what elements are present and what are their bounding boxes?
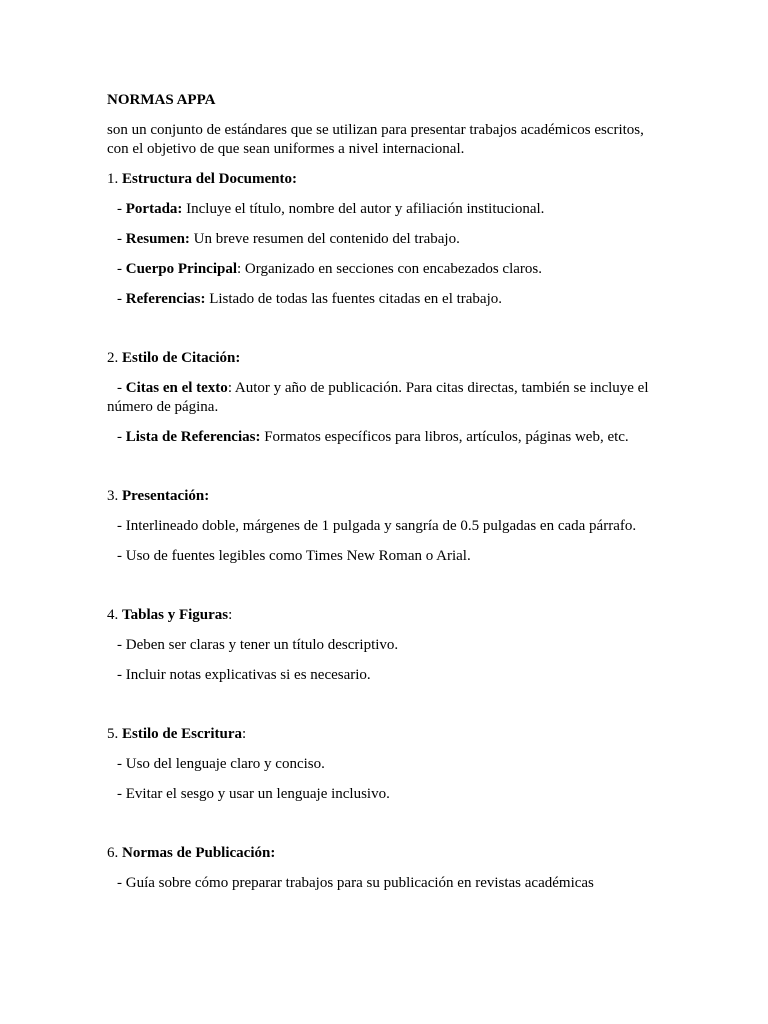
section-title: Tablas y Figuras (122, 607, 229, 623)
section-heading (107, 170, 668, 189)
section-number: 1. (107, 171, 119, 187)
section-heading: 4. Tablas y Figuras: (107, 607, 233, 623)
section-number: 6. (107, 845, 119, 861)
section-title: Normas de Publicación: (122, 845, 276, 861)
list-item: - Deben ser claras y tener un título descriptivo. (117, 637, 399, 653)
list-item: - Uso de fuentes legibles como Times New Roman o Arial. (117, 548, 471, 564)
list-item: - Evitar el sesgo y usar un lenguaje inclusivo. (117, 786, 390, 802)
section-heading (107, 844, 668, 863)
list-item: - Incluir notas explicativas si es necesario. (117, 667, 371, 683)
section-title: Estilo de Escritura (122, 726, 242, 742)
list-item: - Portada: Incluye el título, nombre del autor y afiliación institucional. (117, 201, 545, 217)
list-item: - Referencias: Listado de todas las fuentes citadas en el trabajo. (117, 291, 503, 307)
section-heading (107, 487, 668, 506)
list-item: - Interlineado doble, márgenes de 1 pulgada y sangría de 0.5 pulgadas en cada párrafo. (117, 518, 637, 534)
list-item: - Guía sobre cómo preparar trabajos para su publicación en revistas académicas (117, 875, 594, 891)
intro-paragraph: son un conjunto de estándares que se utilizan para presentar trabajos académicos escritos, con el objetivo de que sean uniformes a nivel internacional. (107, 122, 644, 157)
list-item: - Resumen: Un breve resumen del contenido del trabajo. (117, 231, 460, 247)
section-title: Presentación: (122, 488, 210, 504)
section-number: 3. (107, 488, 119, 504)
list-item: - Citas en el texto: Autor y año de publicación. Para citas directas, también se incluye el número de página. (107, 380, 649, 415)
document-title: NORMAS APPA (107, 92, 216, 108)
list-item: - Lista de Referencias: Formatos específicos para libros, artículos, páginas web, etc. (117, 429, 629, 445)
section-number: 5. (107, 726, 119, 742)
section-number: 2. (107, 350, 119, 366)
section-title: Estructura del Documento: (122, 171, 297, 187)
list-item: - Cuerpo Principal: Organizado en secciones con encabezados claros. (117, 261, 543, 277)
section-heading (107, 349, 668, 368)
list-item: - Uso del lenguaje claro y conciso. (117, 756, 325, 772)
section-title: Estilo de Citación: (122, 350, 241, 366)
section-number: 4. (107, 607, 119, 623)
section-heading: 5. Estilo de Escritura: (107, 726, 247, 742)
